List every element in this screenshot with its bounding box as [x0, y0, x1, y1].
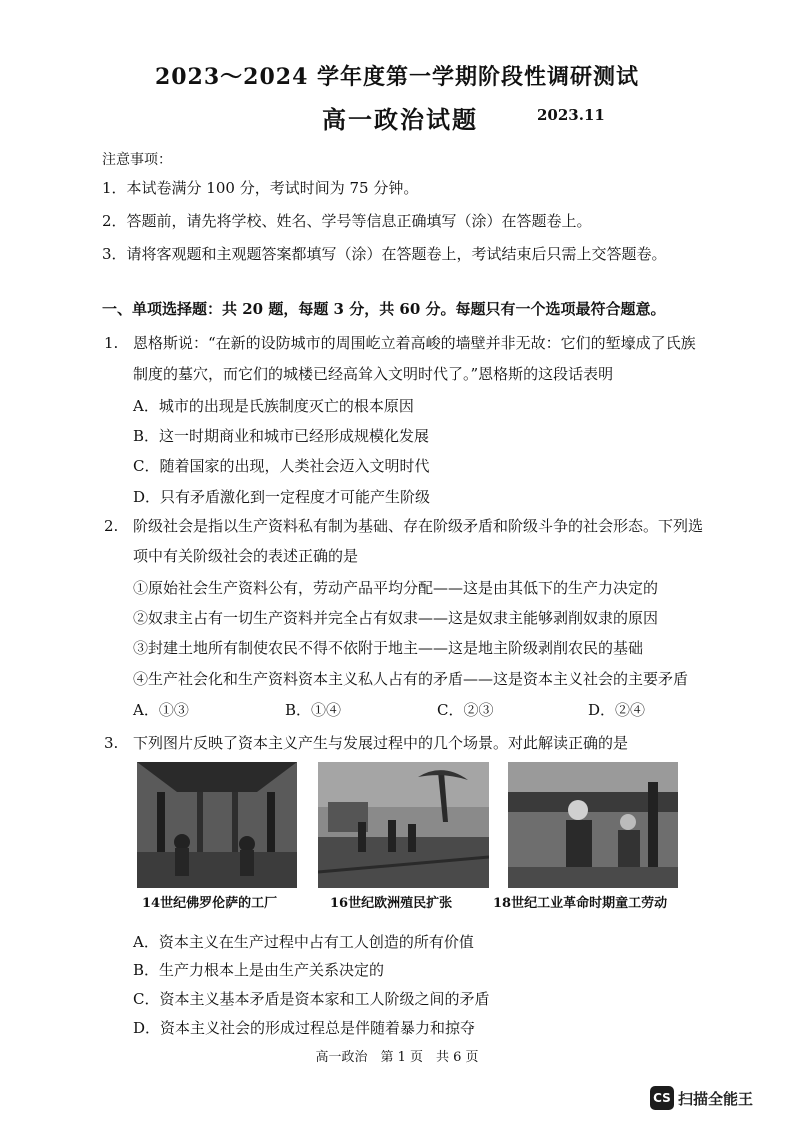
- q1-option-a: A．城市的出现是氏族制度灭亡的根本原因: [133, 397, 414, 415]
- colonial-photo: [318, 762, 489, 888]
- q2-statement-4: ④生产社会化和生产资料资本主义私人占有的矛盾——这是资本主义社会的主要矛盾: [133, 670, 689, 688]
- q3-option-c: C．资本主义基本矛盾是资本家和工人阶级之间的矛盾: [133, 990, 490, 1008]
- caption-florence: 14世纪佛罗伦萨的工厂: [142, 896, 278, 911]
- q1-option-d: D．只有矛盾激化到一定程度才可能产生阶级: [133, 488, 431, 506]
- q1-stem: 恩格斯说：“在新的设防城市的周围屹立着高峻的墙壁并非无故：它们的堑壕成了氏族: [133, 334, 696, 352]
- q2-statement-1: ①原始社会生产资料公有，劳动产品平均分配——这是由其低下的生产力决定的: [133, 579, 659, 597]
- q2-option-b: B．①④: [285, 701, 342, 719]
- notice-item: 2．答题前，请先将学校、姓名、学号等信息正确填写（涂）在答题卷上。: [102, 212, 592, 230]
- notice-heading: 注意事项：: [102, 152, 172, 168]
- exam-title: 2023～2024 学年度第一学期阶段性调研测试: [154, 64, 640, 90]
- q2-option-d: D．②④: [588, 701, 646, 719]
- exam-subtitle: 高一政治试题: [322, 105, 478, 134]
- q2-option-c: C．②③: [437, 701, 494, 719]
- q2-statement-3: ③封建土地所有制使农民不得不依附于地主——这是地主阶级剥削农民的基础: [133, 639, 644, 657]
- notice-item: 3．请将客观题和主观题答案都填写（涂）在答题卷上，考试结束后只需上交答题卷。: [102, 245, 667, 263]
- factory-photo: [137, 762, 297, 888]
- q3-option-a: A．资本主义在生产过程中占有工人创造的所有价值: [133, 933, 474, 951]
- caption-child-labor: 18世纪工业革命时期童工劳动: [493, 896, 668, 911]
- q1-stem: 制度的墓穴，而它们的城楼已经高耸入文明时代了。”恩格斯的这段话表明: [133, 365, 614, 383]
- caption-colonial: 16世纪欧洲殖民扩张: [330, 896, 453, 911]
- page-footer: 高一政治 第 1 页 共 6 页: [315, 1050, 479, 1065]
- q3-number: 3.: [104, 734, 119, 752]
- q2-statement-2: ②奴隶主占有一切生产资料并完全占有奴隶——这是奴隶主能够剥削奴隶的原因: [133, 609, 659, 627]
- q1-number: 1.: [104, 334, 119, 352]
- camscanner-watermark: 扫描全能王: [678, 1090, 754, 1108]
- notice-item: 1．本试卷满分 100 分，考试时间为 75 分钟。: [102, 179, 419, 197]
- q2-option-a: A．①③: [133, 701, 189, 719]
- q1-option-c: C．随着国家的出现，人类社会迈入文明时代: [133, 457, 430, 475]
- section-heading: 一、单项选择题：共 20 题，每题 3 分，共 60 分。每题只有一个选项最符合题意。: [102, 300, 666, 318]
- exam-date: 2023.11: [537, 106, 605, 124]
- child-labor-photo: [508, 762, 678, 888]
- q2-stem: 阶级社会是指以生产资料私有制为基础、存在阶级矛盾和阶级斗争的社会形态。下列选: [133, 517, 704, 535]
- q1-option-b: B．这一时期商业和城市已经形成规模化发展: [133, 427, 430, 445]
- q3-stem: 下列图片反映了资本主义产生与发展过程中的几个场景。对此解读正确的是: [133, 734, 629, 752]
- camscanner-logo-icon: CS: [650, 1086, 674, 1110]
- q3-option-b: B．生产力根本上是由生产关系决定的: [133, 961, 385, 979]
- q2-stem: 项中有关阶级社会的表述正确的是: [133, 547, 359, 565]
- q2-number: 2.: [104, 517, 119, 535]
- q3-option-d: D．资本主义社会的形成过程总是伴随着暴力和掠夺: [133, 1019, 476, 1037]
